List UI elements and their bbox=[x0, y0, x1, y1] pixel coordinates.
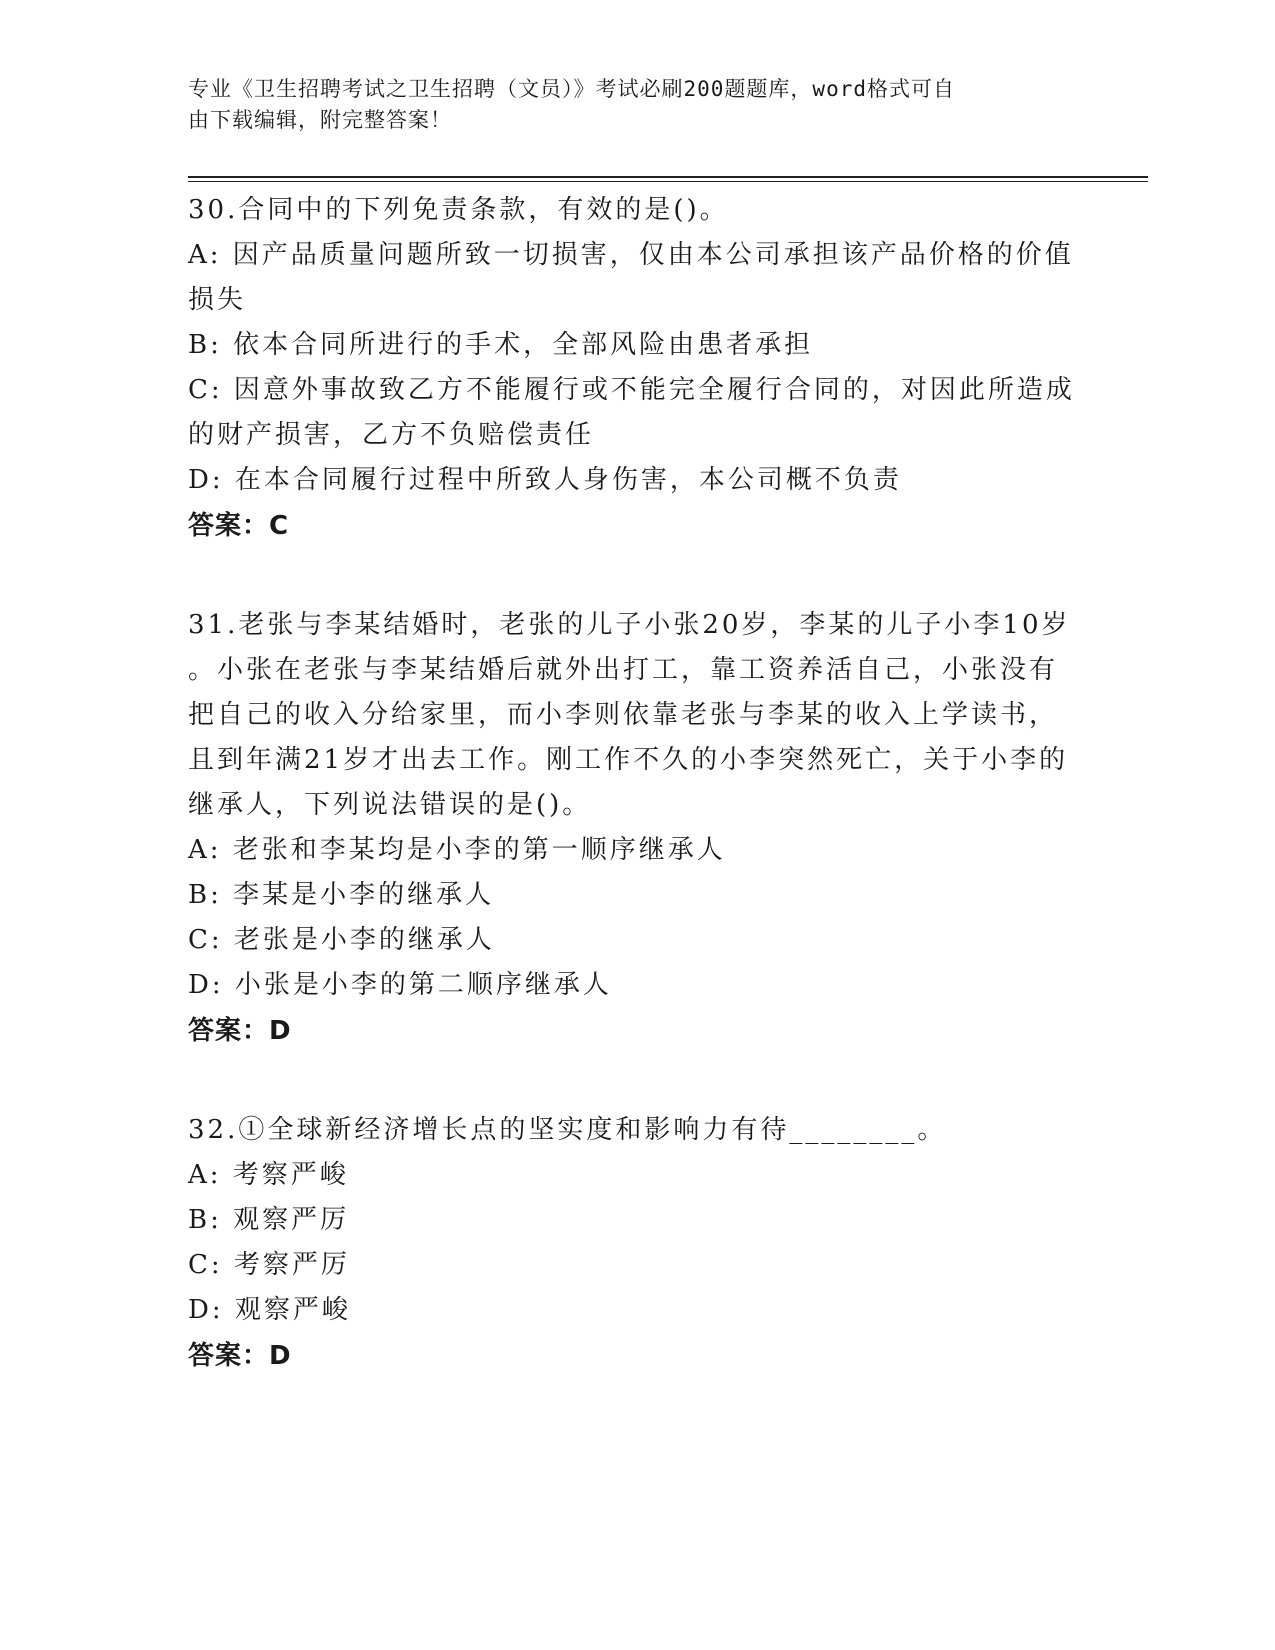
option-a: A: 考察严峻 bbox=[188, 1160, 349, 1190]
question-stem: 31.老张与李某结婚时，老张的儿子小张20岁，李某的儿子小李10岁 bbox=[188, 610, 1071, 640]
option-c: C: 考察严厉 bbox=[188, 1250, 350, 1280]
question-stem: 且到年满21岁才出去工作。刚工作不久的小李突然死亡，关于小李的 bbox=[188, 745, 1069, 775]
question-stem: 30.合同中的下列免责条款，有效的是()。 bbox=[188, 195, 729, 225]
question-list bbox=[188, 188, 1075, 1379]
option-a: A: 因产品质量问题所致一切损害，仅由本公司承担该产品价格的价值 损失 bbox=[188, 240, 1074, 315]
header-line-2: 由下载编辑，附完整答案！ bbox=[188, 108, 452, 132]
question-32 bbox=[188, 1108, 1068, 1379]
question-stem: 。小张在老张与李某结婚后就外出打工，靠工资养活自己，小张没有 bbox=[188, 655, 1059, 685]
option-c: C: 因意外事故致乙方不能履行或不能完全履行合同的，对因此所造成 的财产损害，乙方不负赔偿责任 bbox=[188, 375, 1075, 450]
question-31 bbox=[188, 603, 1071, 1054]
option-b: B: 李某是小李的继承人 bbox=[188, 880, 495, 910]
header-line-1: 专业《卫生招聘考试之卫生招聘（文员）》考试必刷200题题库，word格式可自 bbox=[188, 77, 955, 101]
option-d: D: 在本合同履行过程中所致人身伤害，本公司概不负责 bbox=[188, 465, 902, 495]
answer-label: 答案：D bbox=[188, 1016, 292, 1046]
question-spacer bbox=[188, 549, 1068, 603]
option-d: D: 观察严峻 bbox=[188, 1295, 351, 1325]
option-b: B: 依本合同所进行的手术，全部风险由患者承担 bbox=[188, 330, 814, 360]
option-b: B: 观察严厉 bbox=[188, 1205, 350, 1235]
answer-label: 答案：D bbox=[188, 1341, 292, 1371]
document-header bbox=[188, 74, 1068, 136]
option-a: A: 老张和李某均是小李的第一顺序继承人 bbox=[188, 835, 726, 865]
header-divider-thin bbox=[188, 181, 1148, 182]
answer-label: 答案：C bbox=[188, 511, 290, 541]
question-stem: 32.①全球新经济增长点的坚实度和影响力有待________。 bbox=[188, 1115, 947, 1145]
option-d: D: 小张是小李的第二顺序继承人 bbox=[188, 970, 612, 1000]
header-divider bbox=[188, 176, 1148, 178]
question-30 bbox=[188, 188, 1075, 549]
option-c: C: 老张是小李的继承人 bbox=[188, 925, 495, 955]
question-stem: 把自己的收入分给家里，而小李则依靠老张与李某的收入上学读书， bbox=[188, 700, 1059, 730]
question-stem: 继承人，下列说法错误的是()。 bbox=[188, 790, 592, 820]
question-spacer bbox=[188, 1054, 1068, 1108]
